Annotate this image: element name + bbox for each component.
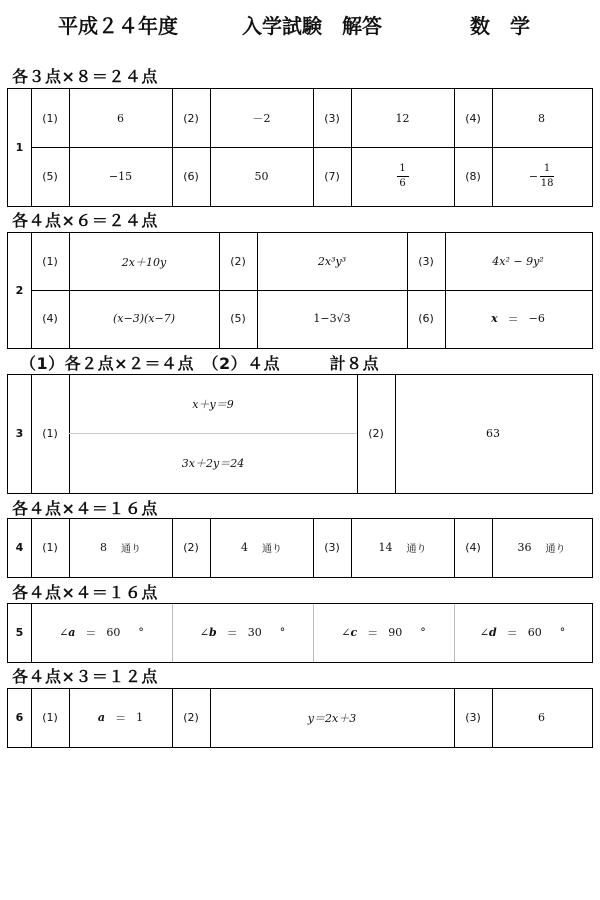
q5-c-angle: ∠ — [341, 626, 351, 639]
q2-4-answer: (x−3)(x−7) — [112, 312, 175, 325]
q2-5-label: (5) — [230, 312, 246, 325]
q1-4-label: (4) — [465, 111, 481, 125]
q2-1-label: (1) — [42, 255, 58, 268]
q1-7-denominator: 6 — [399, 177, 406, 189]
q1-1-label: (1) — [42, 111, 58, 125]
q5-d-angle: ∠ — [479, 626, 489, 639]
q2-1-answer: 2x＋10y — [121, 255, 167, 269]
q6-3-label: (3) — [465, 711, 481, 724]
section-3-points: （1）各２点×２＝４点 （2）４点 計８点 — [20, 354, 380, 373]
q6-2-answer: y＝2x＋3 — [307, 711, 357, 725]
title-exam: 入学試験 解答 — [242, 14, 382, 38]
q5-d-value: 60 — [527, 626, 542, 639]
q5-a-unit: ° — [138, 626, 144, 639]
section-3-table — [7, 374, 593, 494]
q2-6-answer — [445, 290, 591, 347]
q2-2-answer: 2x³y³ — [317, 255, 347, 268]
page-title — [0, 8, 600, 38]
q2-5-answer: 1−3√3 — [313, 312, 351, 325]
q2-3-label: (3) — [418, 255, 434, 268]
section-2-table — [7, 232, 593, 349]
q6-1-value: 1 — [136, 711, 144, 724]
q1-4-answer: 8 — [538, 111, 545, 125]
q4-2-unit: 通り — [262, 544, 282, 555]
q4-3-answer — [351, 519, 454, 576]
q4-2-answer — [210, 519, 313, 576]
q4-4-value: 36 — [517, 541, 532, 554]
q1-3-answer: 12 — [395, 111, 410, 125]
section-5-number: 5 — [15, 626, 24, 639]
q1-8-sign: − — [528, 169, 539, 183]
q1-7-numerator: 1 — [399, 162, 406, 174]
q5-c-value: 90 — [388, 626, 403, 639]
q1-8-denominator: 18 — [540, 177, 554, 189]
q5-c-unit: ° — [420, 626, 426, 639]
q6-3-answer: 6 — [538, 711, 545, 724]
q1-7-answer — [351, 147, 454, 205]
q4-4-label: (4) — [465, 541, 481, 554]
section-1-table — [7, 88, 593, 207]
q5-b-angle: ∠ — [199, 626, 209, 639]
q5-c-answer — [313, 604, 454, 661]
q6-1-eq: ＝ — [115, 711, 127, 725]
q6-1-var: a — [97, 711, 106, 724]
section-2-points: 各４点×６＝２４点 — [12, 211, 158, 230]
q1-8-answer — [492, 147, 591, 205]
q5-d-var: d — [489, 626, 497, 639]
q5-a-angle: ∠ — [59, 626, 69, 639]
q4-3-value: 14 — [378, 541, 393, 554]
q4-1-answer — [69, 519, 172, 576]
section-3-number: 3 — [15, 427, 24, 440]
q2-4-label: (4) — [42, 312, 58, 325]
q3-1-answer-bottom: 3x＋2y＝24 — [181, 456, 245, 470]
q1-2-answer: －2 — [252, 112, 271, 125]
q5-b-eq: ＝ — [226, 626, 238, 640]
q1-7-label: (7) — [324, 169, 340, 183]
q2-6-label: (6) — [418, 312, 434, 325]
q4-2-value: 4 — [241, 541, 248, 554]
q5-b-var: b — [209, 626, 217, 639]
q2-6-var: x — [491, 312, 498, 325]
q1-3-label: (3) — [324, 111, 340, 125]
q5-d-answer — [454, 604, 591, 661]
q3-1-answer-top: x＋y＝9 — [192, 398, 234, 411]
section-1-points: 各３点×８＝２４点 — [12, 67, 158, 86]
q2-6-eq: ＝ — [507, 312, 519, 326]
q1-5-answer: −15 — [108, 169, 133, 183]
q5-d-unit: ° — [559, 626, 566, 639]
section-1-number: 1 — [15, 140, 24, 154]
section-4-number: 4 — [15, 541, 24, 554]
q4-4-answer — [492, 519, 591, 576]
q4-4-unit: 通り — [545, 544, 566, 555]
title-year: 平成２４年度 — [58, 14, 178, 38]
section-4-table — [7, 518, 593, 578]
q5-d-eq: ＝ — [506, 626, 518, 640]
section-2-number: 2 — [15, 283, 24, 297]
q4-1-value: 8 — [100, 541, 107, 554]
q1-5-label: (5) — [42, 169, 58, 183]
q4-3-label: (3) — [324, 541, 340, 554]
q5-a-eq: ＝ — [85, 626, 97, 640]
q5-b-unit: ° — [279, 626, 286, 639]
section-5-points: 各４点×４＝１６点 — [12, 583, 158, 602]
q5-c-eq: ＝ — [367, 626, 379, 640]
q1-2-label: (2) — [183, 111, 199, 125]
q6-1-label: (1) — [42, 711, 58, 724]
q5-b-answer — [172, 604, 313, 661]
q2-3-answer: 4x² − 9y² — [492, 255, 544, 268]
q6-2-label: (2) — [183, 711, 199, 724]
q2-6-value: −6 — [528, 312, 545, 325]
q5-b-value: 30 — [247, 626, 262, 639]
section-6-number: 6 — [15, 711, 24, 724]
title-subject: 数 学 — [470, 14, 530, 38]
q4-1-label: (1) — [42, 541, 58, 554]
q3-1-label: (1) — [42, 427, 58, 440]
q5-c-var: c — [350, 626, 358, 639]
q6-1-answer — [69, 689, 172, 746]
q1-8-label: (8) — [465, 169, 481, 183]
q5-a-answer — [31, 604, 172, 661]
q5-a-value: 60 — [106, 626, 121, 639]
section-6-points: 各４点×３＝１２点 — [12, 667, 158, 686]
q2-2-label: (2) — [230, 255, 246, 268]
section-5-table — [7, 603, 593, 663]
section-4-points: 各４点×４＝１６点 — [12, 499, 158, 518]
q4-2-label: (2) — [183, 541, 199, 554]
q1-1-answer: 6 — [117, 111, 124, 125]
q4-1-unit: 通り — [121, 544, 141, 555]
section-6-table — [7, 688, 593, 748]
q5-a-var: a — [68, 626, 76, 639]
q4-3-unit: 通り — [406, 544, 427, 555]
q1-6-label: (6) — [183, 169, 199, 183]
q3-2-answer: 63 — [486, 427, 500, 440]
q1-6-answer: 50 — [254, 169, 269, 183]
q1-8-numerator: 1 — [543, 162, 551, 174]
q3-2-label: (2) — [368, 427, 384, 440]
